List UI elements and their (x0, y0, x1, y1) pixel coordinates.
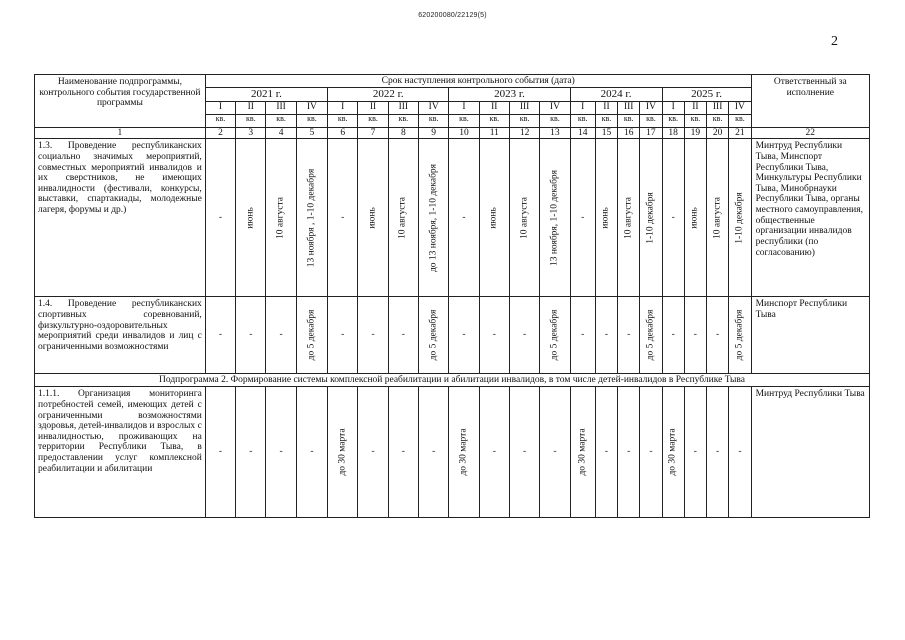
quarter-roman: I (581, 102, 585, 112)
header-year: 2024 г. (570, 88, 662, 102)
deadline-text: до 30 марта (667, 428, 678, 476)
schedule-cell (449, 387, 479, 518)
empty-dash: - (627, 329, 631, 340)
header-row-1 (35, 75, 870, 88)
deadline-text: 10 августа (275, 196, 286, 239)
deadline-text: до 13 ноября, 1-10 декабря (428, 163, 439, 272)
empty-dash: - (249, 329, 253, 340)
schedule-cell (388, 139, 418, 297)
quarter-roman: IV (549, 102, 560, 112)
responsible-cell: Минтруд Республики Тыва (751, 387, 869, 518)
schedule-cell (388, 387, 418, 518)
schedule-cell (540, 387, 570, 518)
empty-dash: - (462, 329, 466, 340)
empty-dash: - (738, 446, 742, 457)
empty-dash: - (432, 446, 436, 457)
empty-dash: - (249, 446, 253, 457)
empty-dash: - (401, 329, 405, 340)
schedule-cell (570, 297, 595, 374)
event-name: 1.4. Проведение республиканских спортивных соревнований, физкультурно-оздоровительных мероприятий среди инвалидов и лиц с ограниченными возможностями (35, 297, 206, 374)
header-quarter (236, 102, 266, 128)
subprogram-title: Подпрограмма 2. Формирование системы комплексной реабилитации и абилитации инвалидов, в том числе детей-инвалидов в Республике Тыва (35, 374, 870, 387)
header-quarter (595, 102, 617, 128)
quarter-suffix: кв. (328, 114, 357, 127)
schedule-cell (640, 297, 662, 374)
empty-dash: - (341, 212, 345, 223)
schedule-cell (358, 387, 388, 518)
empty-dash: - (462, 212, 466, 223)
deadline-text: июнь (245, 206, 256, 229)
header-year: 2021 г. (205, 88, 327, 102)
deadline-text: до 30 марта (458, 428, 469, 476)
empty-dash: - (553, 446, 557, 457)
quarter-roman: I (218, 102, 223, 112)
schedule-cell (684, 387, 706, 518)
column-number: 16 (618, 127, 640, 139)
deadline-text: 13 ноября , 1-10 декабря (306, 168, 317, 267)
empty-dash: - (693, 329, 697, 340)
empty-dash: - (310, 446, 314, 457)
schedule-cell (509, 139, 539, 297)
table-row (35, 297, 870, 374)
schedule-cell (419, 387, 449, 518)
column-number: 10 (449, 127, 479, 139)
column-number: 15 (595, 127, 617, 139)
deadline-text: 10 августа (623, 196, 634, 239)
column-number: 17 (640, 127, 662, 139)
column-number: 8 (388, 127, 418, 139)
page-number: 2 (831, 34, 838, 49)
quarter-roman: III (623, 102, 634, 112)
schedule-cell (570, 139, 595, 297)
quarter-roman: IV (734, 102, 745, 112)
quarter-roman: II (491, 102, 498, 112)
quarter-roman: II (369, 102, 377, 112)
column-number: 13 (540, 127, 570, 139)
quarter-roman: III (276, 102, 286, 112)
empty-dash: - (279, 329, 283, 340)
schedule-cell (266, 297, 296, 374)
header-quarter (662, 102, 684, 128)
quarter-roman: I (671, 102, 675, 112)
column-number: 14 (570, 127, 595, 139)
header-quarter (684, 102, 706, 128)
schedule-cell (236, 297, 266, 374)
quarter-suffix: кв. (206, 114, 235, 127)
deadline-text: 10 августа (519, 196, 530, 239)
schedule-cell (640, 139, 662, 297)
schedule-cell (595, 297, 617, 374)
header-quarter (640, 102, 662, 128)
quarter-suffix: кв. (419, 114, 448, 127)
schedule-cell (328, 297, 358, 374)
empty-dash: - (371, 446, 375, 457)
quarter-suffix: кв. (596, 114, 617, 127)
schedule-cell (205, 387, 235, 518)
column-number: 4 (266, 127, 296, 139)
header-quarter (296, 102, 327, 128)
schedule-cell (595, 139, 617, 297)
header-quarter (449, 102, 479, 128)
schedule-cell (205, 139, 235, 297)
quarter-suffix: кв. (510, 114, 539, 127)
column-number: 1 (35, 127, 206, 139)
empty-dash: - (218, 446, 223, 457)
empty-dash: - (371, 329, 375, 340)
empty-dash: - (218, 212, 223, 223)
table-row (35, 387, 870, 518)
document-id: 620200080/22129(5) (418, 12, 487, 19)
deadline-text: до 5 декабря (734, 309, 745, 361)
empty-dash: - (716, 329, 720, 340)
deadline-text: до 5 декабря (306, 309, 317, 361)
schedule-cell (729, 387, 751, 518)
header-quarter (618, 102, 640, 128)
schedule-cell (266, 387, 296, 518)
quarter-suffix: кв. (266, 114, 295, 127)
header-quarter (509, 102, 539, 128)
schedule-cell (684, 139, 706, 297)
quarter-roman: III (398, 102, 409, 112)
quarter-suffix: кв. (729, 114, 750, 127)
column-number: 5 (296, 127, 327, 139)
event-name: 1.1.1. Организация мониторинга потребностей семей, имеющих детей с ограниченными возможностями здоровья, детей-инвалидов и взрослых с инвалидностью, проживающих на территории Республики Тыва, в предоставлении услуг комплексной реабилитации и абилитации (35, 387, 206, 518)
empty-dash: - (671, 329, 675, 340)
column-number: 21 (729, 127, 751, 139)
empty-dash: - (492, 446, 496, 457)
schedule-cell (419, 139, 449, 297)
schedule-cell (358, 297, 388, 374)
deadline-text: 10 августа (712, 196, 723, 239)
schedule-table (34, 74, 870, 518)
schedule-cell (707, 387, 729, 518)
schedule-cell (388, 297, 418, 374)
schedule-cell (358, 139, 388, 297)
quarter-roman: II (603, 102, 610, 112)
header-quarter (328, 102, 358, 128)
header-quarter (358, 102, 388, 128)
quarter-suffix: кв. (707, 114, 728, 127)
schedule-cell (729, 297, 751, 374)
schedule-cell (618, 387, 640, 518)
subprogram-row (35, 374, 870, 387)
schedule-cell (662, 297, 684, 374)
schedule-cell (205, 297, 235, 374)
schedule-cell (595, 387, 617, 518)
event-name: 1.3. Проведение республиканских социально значимых мероприятий, совместных мероприятий инвалидов и их сверстников, не имеющих инвалидности (фестивали, конкурсы, выставки, спартакиады, молодежные лагеря, форумы и др.) (35, 139, 206, 297)
empty-dash: - (218, 329, 223, 340)
schedule-cell (449, 297, 479, 374)
deadline-text: 13 ноября, 1-10 декабря (549, 169, 560, 266)
schedule-cell (266, 139, 296, 297)
column-number: 12 (509, 127, 539, 139)
deadline-text: до 5 декабря (645, 309, 656, 361)
column-number: 18 (662, 127, 684, 139)
empty-dash: - (604, 329, 609, 340)
deadline-text: июнь (601, 206, 612, 229)
schedule-cell (296, 297, 327, 374)
deadline-text: июнь (488, 206, 499, 229)
schedule-cell (479, 297, 509, 374)
quarter-roman: III (712, 102, 723, 112)
header-quarter (729, 102, 751, 128)
quarter-suffix: кв. (358, 114, 387, 127)
schedule-cell (662, 387, 684, 518)
deadline-text: до 30 марта (337, 428, 348, 476)
schedule-cell (618, 297, 640, 374)
quarter-roman: I (462, 102, 466, 112)
schedule-cell (618, 139, 640, 297)
column-number: 6 (328, 127, 358, 139)
schedule-cell (707, 297, 729, 374)
schedule-cell (707, 139, 729, 297)
deadline-text: 1-10 декабря (734, 192, 745, 244)
deadline-text: до 5 декабря (428, 309, 439, 361)
header-quarter (205, 102, 235, 128)
header-quarter (266, 102, 296, 128)
header-year: 2023 г. (449, 88, 570, 102)
schedule-cell (236, 387, 266, 518)
empty-dash: - (581, 212, 585, 223)
empty-dash: - (693, 446, 697, 457)
deadline-text: до 5 декабря (549, 309, 560, 361)
empty-dash: - (401, 446, 405, 457)
column-number: 20 (707, 127, 729, 139)
schedule-cell (684, 297, 706, 374)
schedule-cell (236, 139, 266, 297)
column-number: 7 (358, 127, 388, 139)
schedule-cell (540, 297, 570, 374)
schedule-cell (296, 387, 327, 518)
schedule-cell (509, 297, 539, 374)
deadline-text: до 30 марта (577, 428, 588, 476)
quarter-roman: IV (306, 102, 317, 112)
schedule-cell (570, 387, 595, 518)
header-quarter (419, 102, 449, 128)
quarter-suffix: кв. (540, 114, 569, 127)
schedule-cell (328, 387, 358, 518)
column-number: 2 (205, 127, 235, 139)
quarter-roman: IV (645, 102, 656, 112)
schedule-cell (662, 139, 684, 297)
quarter-suffix: кв. (236, 114, 265, 127)
schedule-cell (419, 297, 449, 374)
empty-dash: - (627, 446, 631, 457)
header-period: Срок наступления контрольного события (дата) (205, 75, 751, 88)
schedule-cell (479, 139, 509, 297)
column-number: 9 (419, 127, 449, 139)
column-number: 3 (236, 127, 266, 139)
quarter-roman: I (341, 102, 345, 112)
header-quarter (388, 102, 418, 128)
empty-dash: - (671, 212, 675, 223)
empty-dash: - (523, 446, 527, 457)
empty-dash: - (279, 446, 283, 457)
schedule-cell (509, 387, 539, 518)
header-responsible: Ответственный за исполнение (751, 75, 869, 128)
column-number: 22 (751, 127, 869, 139)
responsible-cell: Минспорт Республики Тыва (751, 297, 869, 374)
empty-dash: - (341, 329, 345, 340)
empty-dash: - (581, 329, 585, 340)
schedule-cell (328, 139, 358, 297)
empty-dash: - (523, 329, 527, 340)
quarter-suffix: кв. (663, 114, 684, 127)
header-year: 2025 г. (662, 88, 751, 102)
quarter-roman: III (519, 102, 530, 112)
schedule-cell (729, 139, 751, 297)
quarter-roman: II (247, 102, 254, 112)
deadline-text: июнь (690, 206, 701, 229)
empty-dash: - (716, 446, 720, 457)
header-year: 2022 г. (328, 88, 449, 102)
quarter-suffix: кв. (480, 114, 509, 127)
column-number: 11 (479, 127, 509, 139)
quarter-suffix: кв. (389, 114, 418, 127)
header-quarter (570, 102, 595, 128)
schedule-cell (296, 139, 327, 297)
quarter-roman: II (692, 102, 699, 112)
schedule-cell (640, 387, 662, 518)
header-name: Наименование подпрограммы, контрольного события государственной программы (35, 75, 206, 128)
schedule-cell (540, 139, 570, 297)
column-number: 19 (684, 127, 706, 139)
empty-dash: - (649, 446, 653, 457)
deadline-text: июнь (367, 206, 378, 229)
empty-dash: - (492, 329, 496, 340)
header-quarter (707, 102, 729, 128)
quarter-suffix: кв. (685, 114, 706, 127)
quarter-roman: IV (428, 102, 439, 112)
responsible-cell: Минтруд Республики Тыва, Минспорт Республики Тыва, Минкультуры Республики Тыва, Минобрнауки Республики Тыва, органы местного самоуправления, общественные организации инвалидов республики (по согласованию) (751, 139, 869, 297)
quarter-suffix: кв. (297, 114, 327, 127)
header-quarter (479, 102, 509, 128)
quarter-suffix: кв. (618, 114, 639, 127)
column-number-row (35, 127, 870, 139)
table-row (35, 139, 870, 297)
deadline-text: 1-10 декабря (645, 192, 656, 244)
quarter-suffix: кв. (571, 114, 595, 127)
quarter-suffix: кв. (640, 114, 661, 127)
schedule-cell (449, 139, 479, 297)
quarter-suffix: кв. (449, 114, 478, 127)
header-quarter (540, 102, 570, 128)
empty-dash: - (604, 446, 609, 457)
schedule-cell (479, 387, 509, 518)
deadline-text: 10 августа (398, 196, 409, 239)
